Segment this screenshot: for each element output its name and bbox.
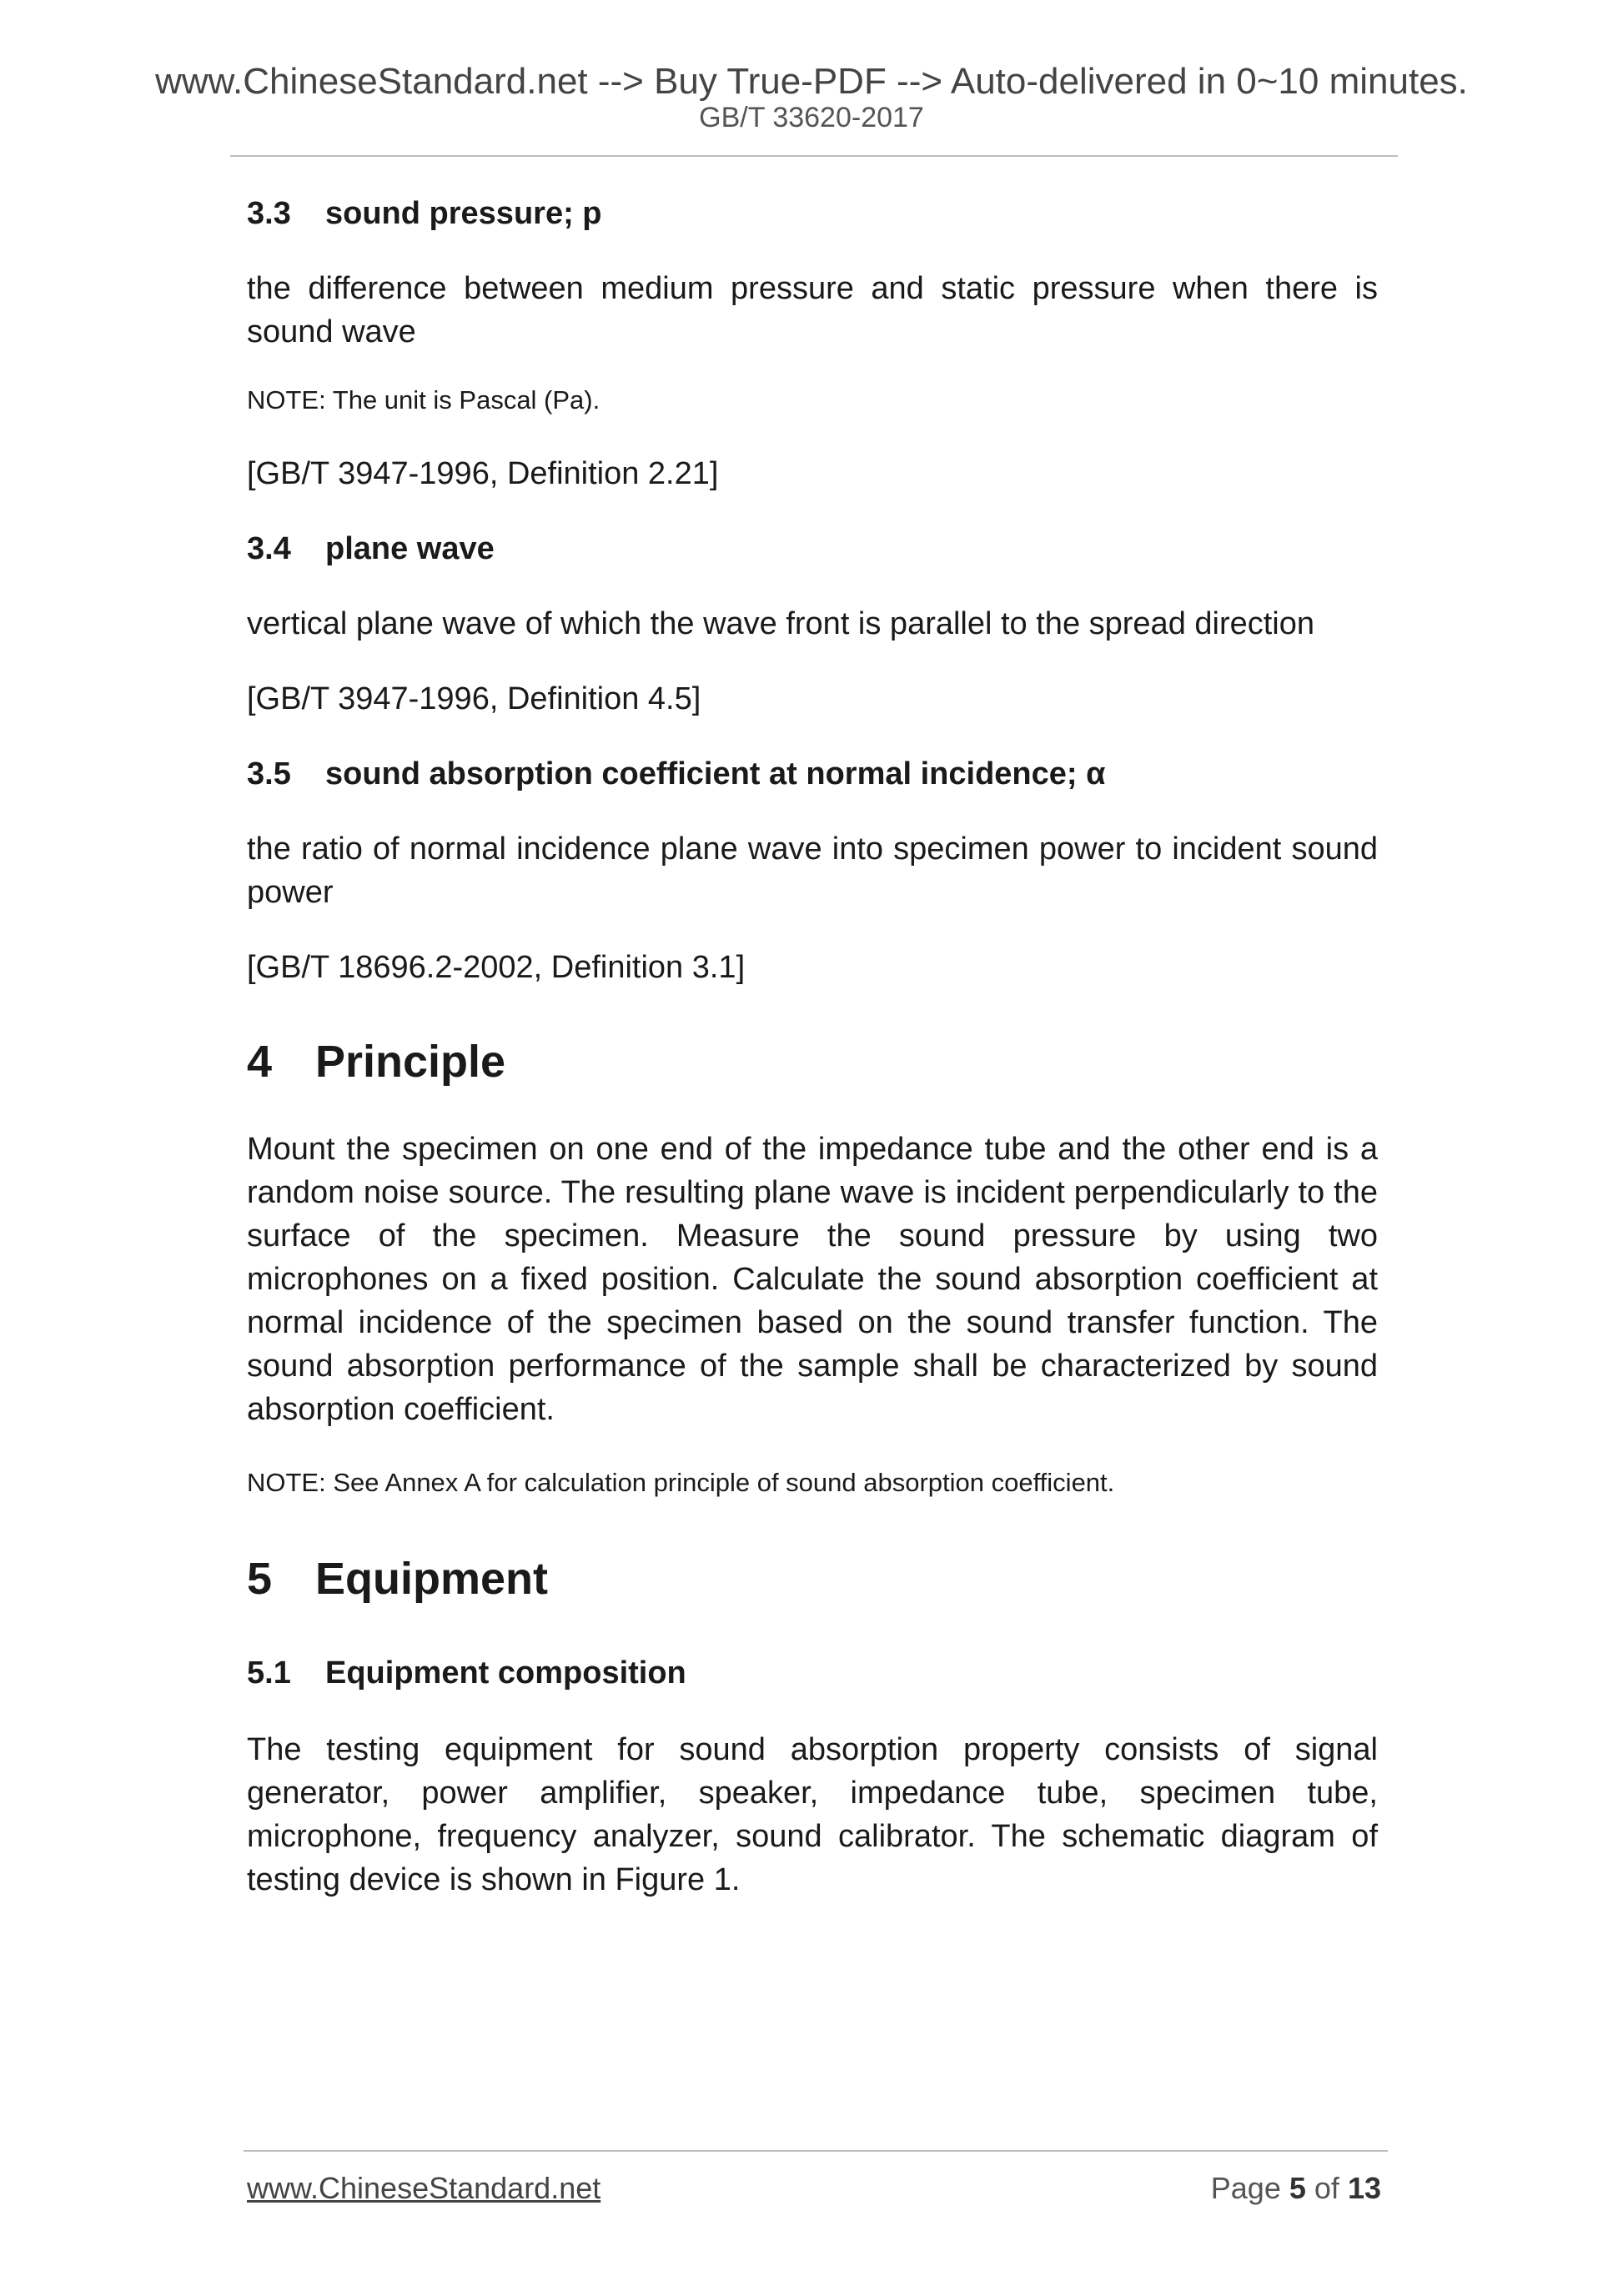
term-heading-3-5 [247,752,1378,796]
term-reference: [GB/T 18696.2-2002, Definition 3.1] [247,950,746,985]
equipment-text: The testing equipment for sound absorption property consists of signal generator, power amplifier, speaker, impedance tube, specimen tube, microphone, frequency analyzer, sound calibrator. The schematic diagram of testing device is shown in Figure 1. [247,1732,1378,1897]
term-title: plane wave [325,531,495,566]
term-reference: [GB/T 3947-1996, Definition 2.21] [247,456,719,491]
term-number: 3.3 [247,196,291,231]
term-definition: vertical plane wave of which the wave front is parallel to the spread direction [247,606,1315,641]
principle-note: NOTE: See Annex A for calculation principle of sound absorption coefficient. [247,1468,1115,1497]
header-divider [230,155,1398,157]
term-definition: the difference between medium pressure and static pressure when there is sound wave [247,271,1378,349]
page-number [1211,2173,1381,2203]
subsection-title: Equipment composition [325,1655,686,1691]
term-title: sound pressure; p [325,196,602,231]
term-reference: [GB/T 3947-1996, Definition 4.5] [247,681,701,716]
footer-divider [244,2150,1388,2152]
header-banner: www.ChineseStandard.net --> Buy True-PDF --> Auto-delivered in 0~10 minutes. [155,61,1468,102]
subsection-number: 5.1 [247,1655,291,1691]
term-number: 3.4 [247,531,291,566]
term-heading-3-4 [247,527,1378,570]
term-note: NOTE: The unit is Pascal (Pa). [247,385,600,414]
page-current: 5 [1289,2171,1306,2205]
subsection-heading-5-1 [247,1651,1378,1695]
page-prefix: Page [1210,2171,1281,2205]
section-number: 5 [247,1554,273,1604]
section-number: 4 [247,1037,273,1087]
section-title: Principle [315,1037,506,1087]
page-content [247,192,1378,1902]
page-total: 13 [1347,2171,1381,2205]
section-title: Equipment [315,1554,548,1604]
footer-site-link[interactable]: www.ChineseStandard.net [247,2171,601,2205]
principle-text: Mount the specimen on one end of the impedance tube and the other end is a random noise source. The resulting plane wave is incident perpendicularly to the surface of the specimen. Measure the sound pressure by using two microphones on a fixed position. Calculate the sound absorption coefficient at normal incidence of the specimen based on the sound transfer function. The sound absorption performance of the sample shall be characterized by sound absorption coefficient. [247,1132,1378,1427]
section-heading-equipment [247,1550,1378,1608]
page-of: of [1314,2171,1339,2205]
section-heading-principle [247,1032,1378,1091]
term-heading-3-3 [247,192,1378,235]
term-definition: the ratio of normal incidence plane wave into specimen power to incident sound power [247,831,1378,910]
term-title: sound absorption coefficient at normal incidence; α [325,756,1106,791]
term-number: 3.5 [247,756,291,791]
standard-id: GB/T 33620-2017 [699,102,924,133]
